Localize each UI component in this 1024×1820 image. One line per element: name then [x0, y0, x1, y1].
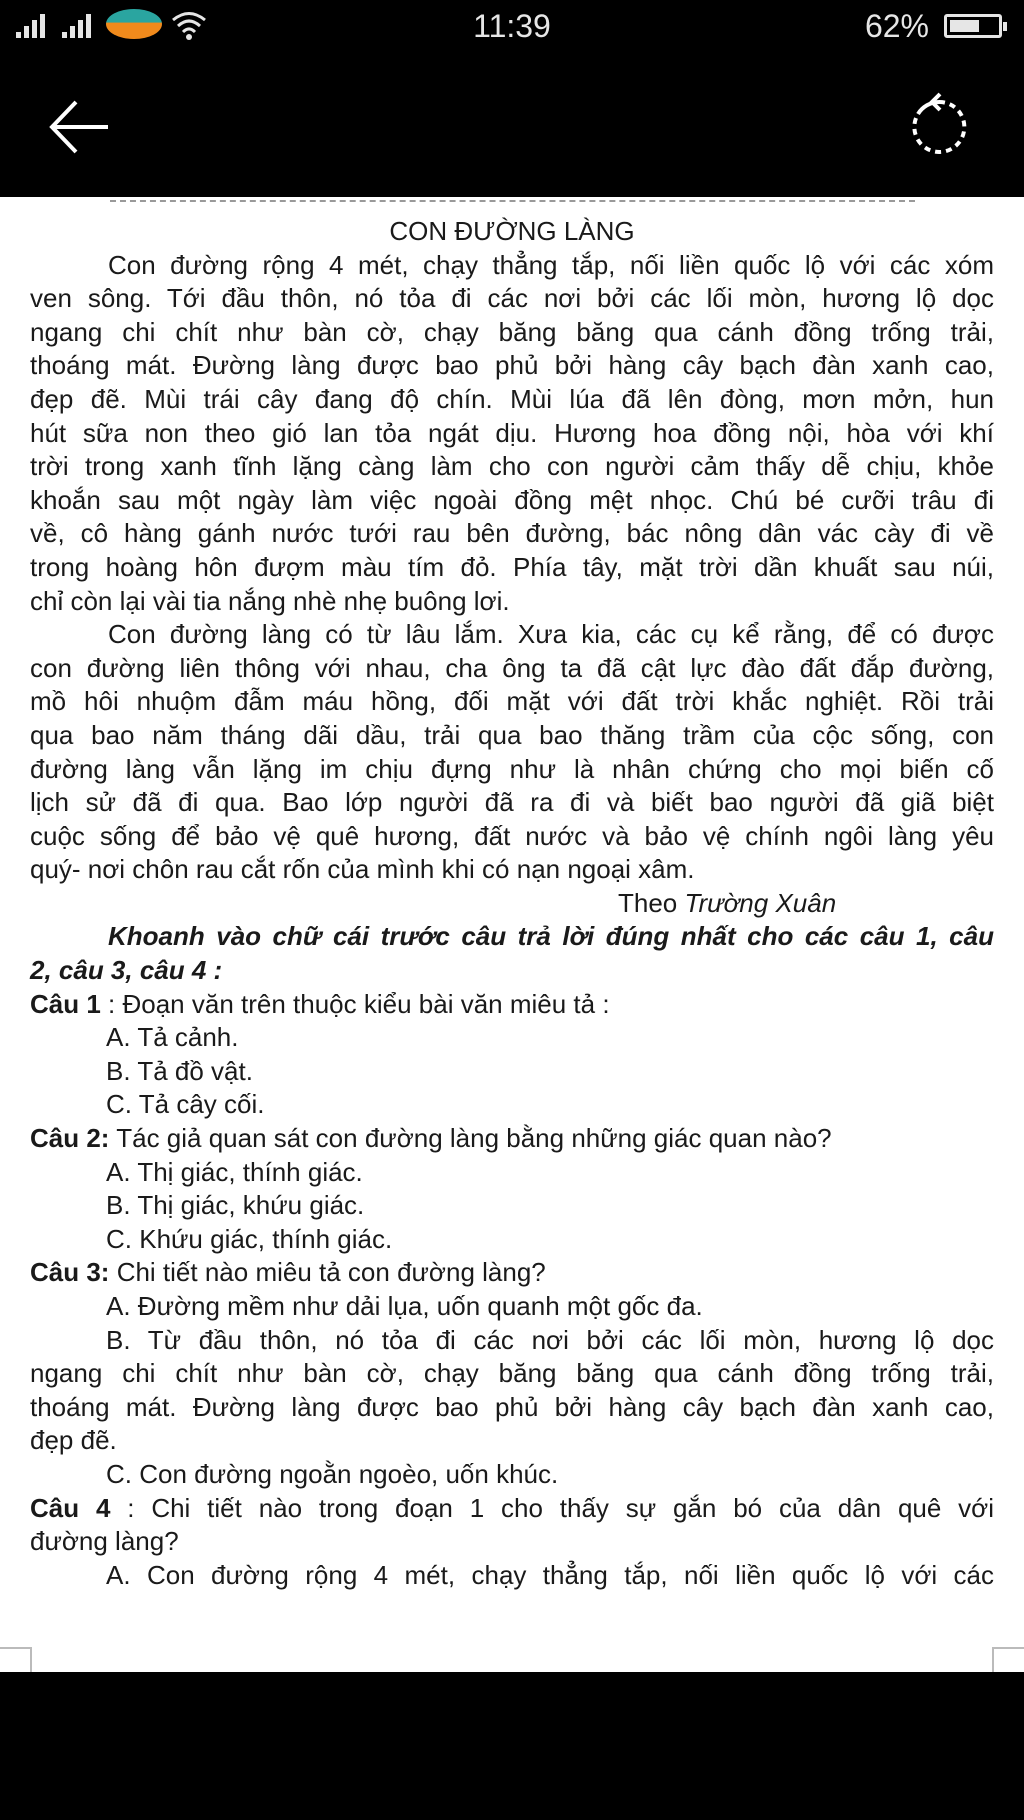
text-line: 2, câu 3, câu 4 : [30, 955, 223, 986]
answer-option: B. Tả đồ vật. [106, 1055, 253, 1086]
page-top-border [110, 200, 915, 202]
text-line: chỉ còn lại vài tia nắng nhè nhẹ buông lơi. [30, 585, 510, 616]
answer-option: A. Tả cảnh. [106, 1022, 239, 1053]
text-line: B. Từ đầu thôn, nó tỏa đi các nơi bởi các lối mòn, hương lộ dọc [106, 1324, 994, 1355]
answer-option: C. Tả cây cối. [106, 1089, 265, 1120]
answer-option: C. Con đường ngoằn ngoèo, uốn khúc. [106, 1458, 559, 1489]
text-line: quý- nơi chôn rau cắt rốn của mình khi có nạn ngoại xâm. [30, 854, 695, 885]
text-line: Con đường rộng 4 mét, chạy thẳng tắp, nối liền quốc lộ với các xóm [108, 249, 994, 280]
page-corner-left [0, 1647, 32, 1672]
answer-option: A. Con đường rộng 4 mét, chạy thẳng tắp, nối liền quốc lộ với các [106, 1559, 994, 1590]
document-title: CON ĐƯỜNG LÀNG [389, 216, 635, 246]
instruction [30, 920, 994, 987]
question-2 [30, 1122, 994, 1156]
question-1 [30, 988, 994, 1022]
page-corner-right [992, 1647, 1024, 1672]
battery-icon [944, 14, 1002, 38]
paragraph-1 [30, 249, 994, 619]
answer-option: B. Thị giác, khứu giác. [106, 1190, 365, 1221]
text-line: mồ hôi nhuộm đẫm máu hồng, đối mặt với đất trời khắc nghiệt. Rồi trải [30, 686, 994, 717]
text-line: Khoanh vào chữ cái trước câu trả lời đúng nhất cho các câu 1, câu [108, 921, 994, 952]
question-4 [30, 1492, 994, 1559]
question-text: : Đoạn văn trên thuộc kiểu bài văn miêu tả : [100, 988, 610, 1019]
source-prefix: Theo [618, 887, 685, 918]
text-line: hút sữa non theo gió lan tỏa ngát dịu. Hương hoa đồng nội, hòa với khí [30, 417, 994, 448]
text-line: đẹp đẽ. [30, 1425, 117, 1456]
question-label: Câu 1 [30, 988, 101, 1019]
clock: 11:39 [473, 8, 551, 44]
source-author: Trường Xuân [684, 887, 837, 918]
text-line: ven sông. Tới đầu thôn, nó tỏa đi các nơi bởi các lối mòn, hương lộ dọc [30, 283, 994, 314]
text-line: lịch sử đã đi qua. Bao lớp người đã ra đi và biết bao người đã giã biệt [30, 787, 994, 818]
status-bar [0, 0, 1024, 52]
answer-option-b [30, 1324, 994, 1458]
text-line: đường làng? [30, 1526, 179, 1557]
paragraph-2 [30, 618, 994, 887]
question-label: Câu 3: [30, 1257, 110, 1288]
text-line [30, 1492, 994, 1526]
text-line: qua bao năm tháng dãi dầu, trải qua bao thăng trầm của cộc sống, con [30, 719, 994, 750]
answer-option: C. Khứu giác, thính giác. [106, 1223, 393, 1254]
text-line: khoắn sau một ngày làm việc ngoài đồng mệt nhọc. Chú bé cưỡi trâu đi [30, 484, 994, 515]
text-line: về, cô hàng gánh nước tưới rau bên đường, bác nông dân vác cày đi về [30, 518, 994, 549]
text-line: cuộc sống để bảo vệ quê hương, đất nước và bảo vệ chính ngôi làng yêu [30, 820, 994, 851]
text-line: thoáng mát. Đường làng được bao phủ bởi hàng cây bạch đàn xanh cao, [30, 350, 994, 381]
answer-option: A. Thị giác, thính giác. [106, 1156, 363, 1187]
refresh-icon[interactable] [904, 92, 974, 162]
text-line: con đường liên thông với nhau, cha ông ta đã cật lực đào đất đắp đường, [30, 652, 994, 683]
question-3 [30, 1256, 994, 1290]
text-line: trời trong xanh tĩnh lặng càng làm cho con người cảm thấy dễ chịu, khỏe [30, 451, 994, 482]
text-line: thoáng mát. Đường làng được bao phủ bởi hàng cây bạch đàn xanh cao, [30, 1391, 994, 1422]
text-line: ngang chi chít như bàn cờ, chạy băng băng qua cánh đồng trống trải, [30, 316, 994, 347]
document-page[interactable] [0, 197, 1024, 1672]
text-line: đường làng vẫn lặng im chịu đựng như là nhân chứng cho mọi biến cố [30, 753, 994, 784]
document-content [30, 215, 994, 1592]
text-line: đẹp đẽ. Mùi trái cây đang độ chín. Mùi lúa đã lên đòng, mơn mởn, hun [30, 383, 994, 414]
question-text: : Chi tiết nào trong đoạn 1 cho thấy sự gắn bó của dân quê với [110, 1492, 994, 1523]
text-line: ngang chi chít như bàn cờ, chạy băng băng qua cánh đồng trống trải, [30, 1358, 994, 1389]
app-toolbar [0, 52, 1024, 197]
question-label: Câu 4 [30, 1492, 111, 1523]
battery-percent: 62% [864, 8, 929, 44]
source-attribution [30, 887, 994, 921]
answer-option: A. Đường mềm như dải lụa, uốn quanh một gốc đa. [106, 1291, 703, 1321]
question-text: Tác giả quan sát con đường làng bằng những giác quan nào? [109, 1123, 832, 1154]
question-text: Chi tiết nào miêu tả con đường làng? [109, 1257, 546, 1288]
text-line: Con đường làng có từ lâu lắm. Xưa kia, các cụ kể rằng, để có được [108, 619, 994, 650]
text-line: trong hoàng hôn đượm màu tím đỏ. Phía tây, mặt trời dần khuất sau núi, [30, 551, 994, 582]
arrow-left-icon[interactable] [44, 92, 114, 162]
question-label: Câu 2: [30, 1123, 110, 1154]
